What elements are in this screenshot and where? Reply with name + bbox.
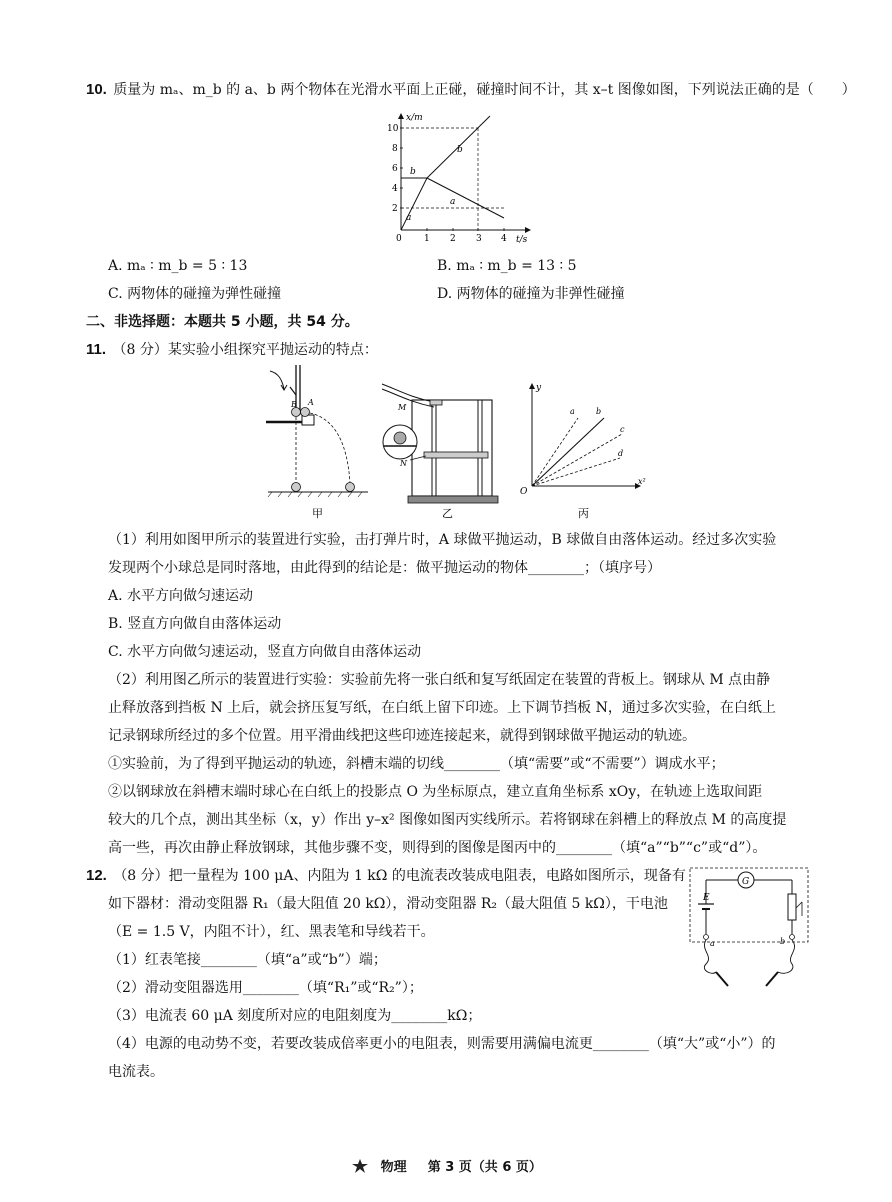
q10-ytick-4: 4 — [392, 184, 398, 194]
q10-label-b-upper: b — [457, 145, 463, 155]
subject-logo-icon — [350, 1158, 370, 1174]
q12-sub3: （3）电流表 60 μA 刻度所对应的电阻刻度为________kΩ； — [108, 1008, 482, 1024]
q11-figure-bing — [512, 378, 648, 521]
q11-figure-jia — [262, 365, 374, 521]
q11-part2-sub1: ①实验前，为了得到平抛运动的轨迹，斜槽末端的切线________（填“需要”或“不需要”）调成水平； — [108, 756, 725, 772]
q10-label-a-lower: a — [406, 213, 412, 223]
q10-xtick-2: 2 — [450, 234, 456, 244]
q11-part1-line1: （1）利用如图甲所示的装置进行实验，击打弹片时，A 球做平抛运动，B 球做自由落体运动。经过多次实验 — [108, 532, 777, 548]
q12-line2: 如下器材：滑动变阻器 R₁（最大阻值 20 kΩ），滑动变阻器 R₂（最大阻值 5 kΩ），干电池 — [108, 896, 668, 912]
q11-option-b: B. 竖直方向做自由落体运动 — [108, 616, 282, 632]
q11-bing-line-a — [532, 418, 578, 486]
q10-option-d: D. 两物体的碰撞为非弹性碰撞 — [437, 286, 625, 302]
q11-part2-sub2-line2: 较大的几个点，测出其坐标（x，y）作出 y–x² 图像如图丙实线所示。若将钢球在斜槽上的释放点 M 的高度提 — [108, 812, 787, 828]
q10-xt-graph — [380, 110, 540, 250]
q10-ytick-6: 6 — [392, 164, 398, 174]
q10-ytick-8: 8 — [392, 144, 398, 154]
q12-sub1: （1）红表笔接________（填“a”或“b”）端； — [108, 952, 387, 968]
q11-bing-ylabel: y — [536, 383, 542, 393]
q10-number: 10. — [86, 81, 107, 98]
q11-part1-line2: 发现两个小球总是同时落地，由此得到的结论是：做平抛运动的物体________；（填序号） — [108, 560, 661, 576]
q10-ytick-2: 2 — [392, 204, 398, 214]
q10-ytick-10: 10 — [387, 124, 399, 134]
q11-bing-line-b — [532, 418, 604, 486]
q10-label-b-left: b — [410, 167, 416, 177]
q11-bing-xlabel: x² — [638, 477, 646, 486]
q12-circuit-diagram — [686, 864, 816, 994]
q11-option-a: A. 水平方向做匀速运动 — [108, 588, 254, 604]
section2-heading: 二、非选择题：本题共 5 小题，共 54 分。 — [86, 314, 359, 330]
q11-part2-line3: 记录钢球所经过的多个位置。用平滑曲线把这些印迹连接起来，就得到钢球做平抛运动的轨迹。 — [108, 728, 696, 744]
q11-bing-origin: O — [520, 487, 528, 497]
q10-option-a: A. mₐ ∶ m_b = 5 ∶ 13 — [108, 258, 248, 274]
q11-yi-caption: 乙 — [442, 507, 453, 520]
q11-stem-text: （8 分）某实验小组探究平抛运动的特点： — [112, 342, 378, 358]
q10-xtick-3: 3 — [476, 234, 482, 244]
q11-jia-label-b: B — [291, 400, 297, 409]
page-footer — [0, 1156, 892, 1175]
q12-line3: （E = 1.5 V，内阻不计），红、黑表笔和导线若干。 — [108, 924, 435, 940]
q11-part2-sub2-line3: 高一些，再次由静止释放钢球，其他步骤不变，则得到的图像是图丙中的________（填“a”“b”“c”或“d”）。 — [108, 840, 767, 856]
q11-bing-label-b: b — [596, 407, 602, 416]
q11-bing-line-d — [532, 458, 620, 486]
q12-sub2: （2）滑动变阻器选用________（填“R₁”或“R₂”）； — [108, 980, 423, 996]
q12-sub4-line2: 电流表。 — [108, 1064, 164, 1080]
q11-stem — [86, 340, 378, 360]
q12-circuit-meter: G — [742, 877, 750, 887]
q12-line1-text: （8 分）把一量程为 100 μA、内阻为 1 kΩ 的电流表改装成电阻表，电路如图所示，现备有 — [113, 868, 686, 884]
q12-circuit-battery: E — [703, 893, 710, 903]
q12-line1 — [86, 866, 686, 886]
q11-part2-sub2-line1: ②以钢球放在斜槽末端时球心在白纸上的投影点 O 为坐标原点，建立直角坐标系 xOy，在轨迹上选取间距 — [108, 784, 763, 800]
q10-option-b: B. mₐ ∶ m_b = 13 ∶ 5 — [437, 258, 577, 274]
q11-bing-line-c — [532, 434, 622, 486]
q11-part2-line1: （2）利用图乙所示的装置进行实验：实验前先将一张白纸和复写纸固定在装置的背板上。钢球从 M 点由静 — [108, 672, 771, 688]
q11-bing-label-c: c — [620, 425, 625, 434]
q11-figure-yi — [378, 380, 508, 521]
q10-xlabel: t/s — [516, 235, 528, 245]
q11-jia-caption: 甲 — [312, 507, 323, 520]
q11-bing-caption: 丙 — [578, 507, 589, 520]
q10-stem — [86, 80, 856, 100]
q11-yi-label-n: N — [400, 459, 407, 468]
footer-page-number: 第 3 页（共 6 页） — [427, 1160, 542, 1175]
q10-origin: 0 — [396, 234, 402, 244]
footer-subject: 物理 — [380, 1160, 407, 1175]
q12-sub4-line1: （4）电源的电动势不变，若要改装成倍率更小的电阻表，则需要用满偏电流更________（填“大”或“小”）的 — [108, 1036, 776, 1052]
q10-xtick-4: 4 — [501, 234, 507, 244]
q11-part2-line2: 止释放落到挡板 N 上后，就会挤压复写纸，在白纸上留下印迹。上下调节挡板 N，通过多次实验，在白纸上 — [108, 700, 776, 716]
q12-number: 12. — [86, 867, 107, 884]
q11-option-c: C. 水平方向做匀速运动，竖直方向做自由落体运动 — [108, 644, 422, 660]
q10-option-c: C. 两物体的碰撞为弹性碰撞 — [108, 286, 282, 302]
q10-ylabel: x/m — [406, 113, 423, 123]
q10-line-a-after — [427, 178, 504, 218]
q10-label-a-right: a — [450, 197, 456, 207]
q11-jia-label-a: A — [308, 398, 314, 407]
q11-bing-label-d: d — [618, 449, 624, 458]
q10-stem-text: 质量为 mₐ、m_b 的 a、b 两个物体在光滑水平面上正碰，碰撞时间不计，其 x–t 图像如图，下列说法正确的是（ ） — [113, 82, 856, 98]
q12-circuit-terminal-b: b — [780, 937, 786, 946]
q11-yi-label-m: M — [398, 403, 407, 412]
q10-line-a-before — [401, 178, 427, 230]
q10-xtick-1: 1 — [424, 234, 430, 244]
q11-bing-label-a: a — [570, 407, 575, 416]
q11-number: 11. — [86, 341, 107, 358]
q12-circuit-terminal-a: a — [710, 939, 715, 948]
